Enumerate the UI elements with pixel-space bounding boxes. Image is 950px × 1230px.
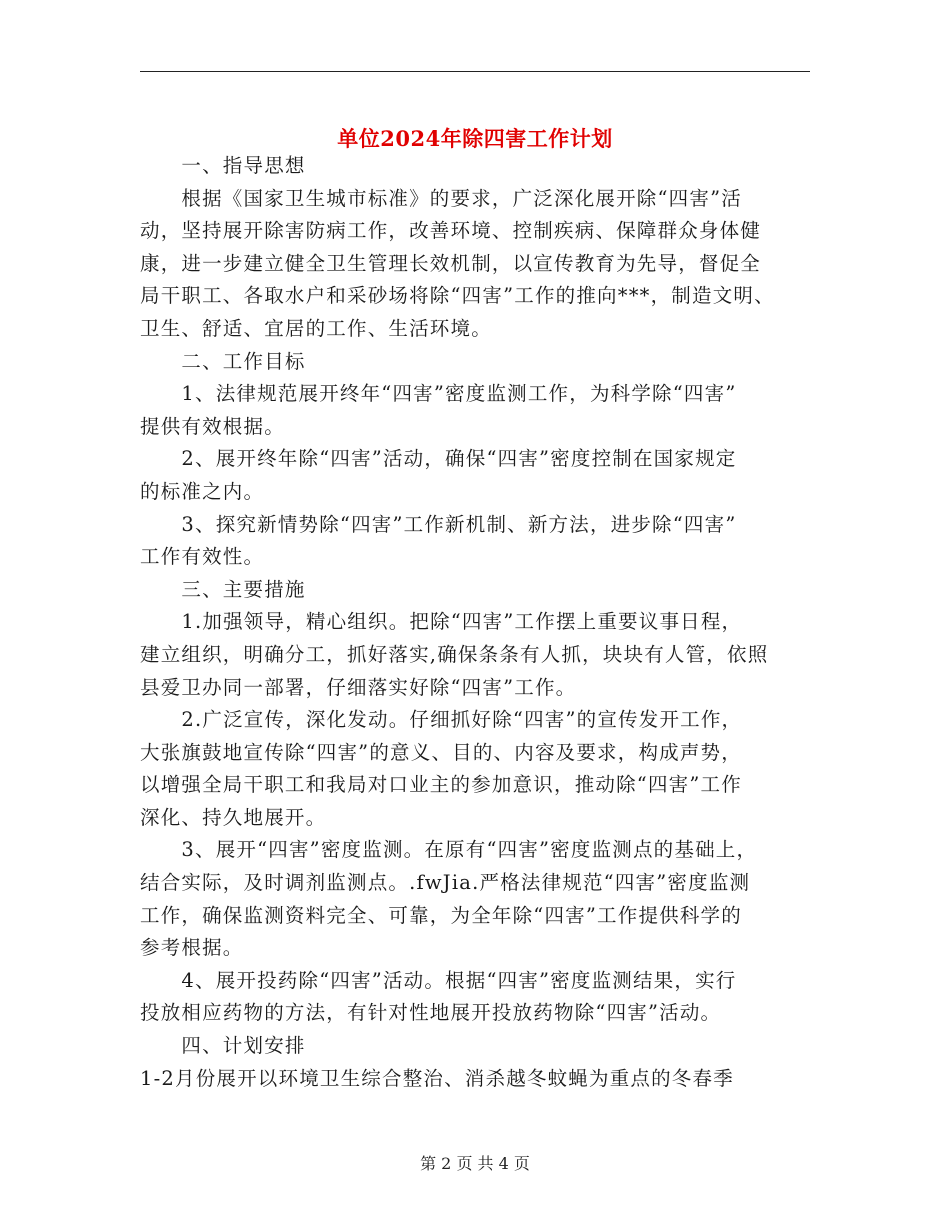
body-line: 卫生、舒适、宜居的工作、生活环境。: [140, 316, 492, 340]
body-line: 动，坚持展开除害防病工作，改善环境、控制疾病、保障群众身体健: [140, 219, 762, 243]
body-line: 工作有效性。: [140, 545, 265, 569]
body-line: 以增强全局干职工和我局对口业主的参加意识，推动除“四害”工作: [140, 773, 742, 797]
body-line: 3、展开“四害”密度监测。在原有“四害”密度监测点的基础上，: [140, 838, 758, 862]
body-line: 提供有效根据。: [140, 414, 285, 438]
body-line: 投放相应药物的方法，有针对性地展开投放药物除“四害”活动。: [140, 1001, 722, 1025]
body-line: 2、展开终年除“四害”活动，确保“四害”密度控制在国家规定: [140, 447, 737, 471]
body-line: 1、法律规范展开终年“四害”密度监测工作，为科学除“四害”: [140, 382, 737, 406]
section-heading: 二、工作目标: [140, 349, 306, 373]
document-body: [140, 150, 812, 1095]
body-line: 根据《国家卫生城市标准》的要求，广泛深化展开除“四害”活: [140, 186, 742, 210]
document-title: 单位2024年除四害工作计划: [337, 126, 613, 152]
section-heading: 三、主要措施: [140, 577, 306, 601]
body-line: 1-2月份展开以环境卫生综合整治、消杀越冬蚊蝇为重点的冬春季: [140, 1066, 734, 1090]
body-line: 的标准之内。: [140, 479, 265, 503]
body-line: 参考根据。: [140, 936, 244, 960]
body-line: 2.广泛宣传，深化发动。仔细抓好除“四害”的宣传发开工作，: [140, 708, 743, 732]
body-line: 大张旗鼓地宣传除“四害”的意义、目的、内容及要求，构成声势，: [140, 740, 742, 764]
body-line: 结合实际，及时调剂监测点。.fwJia.严格法律规范“四害”密度监测: [140, 871, 751, 895]
header-rule: [140, 71, 810, 72]
body-line: 4、展开投药除“四害”活动。根据“四害”密度监测结果，实行: [140, 968, 737, 992]
body-line: 3、探究新情势除“四害”工作新机制、新方法，进步除“四害”: [140, 512, 737, 536]
body-line: 建立组织，明确分工，抓好落实,确保条条有人抓，块块有人管，依照: [140, 642, 769, 666]
body-line: 县爱卫办同一部署，仔细落实好除“四害”工作。: [140, 675, 577, 699]
body-line: 局干职工、各取水户和采砂场将除“四害”工作的推向***，制造文明、: [140, 284, 775, 308]
body-line: 康，进一步建立健全卫生管理长效机制，以宣传教育为先导，督促全: [140, 251, 762, 275]
body-line: 工作，确保监测资料完全、可靠，为全年除“四害”工作提供科学的: [140, 903, 742, 927]
section-heading: 一、指导思想: [140, 154, 306, 177]
body-line: 1.加强领导，精心组织。把除“四害”工作摆上重要议事日程，: [140, 610, 743, 634]
body-line: 深化、持久地展开。: [140, 805, 327, 829]
section-heading: 四、计划安排: [140, 1034, 306, 1058]
page-number-footer: 第 2 页 共 4 页: [420, 1154, 530, 1173]
